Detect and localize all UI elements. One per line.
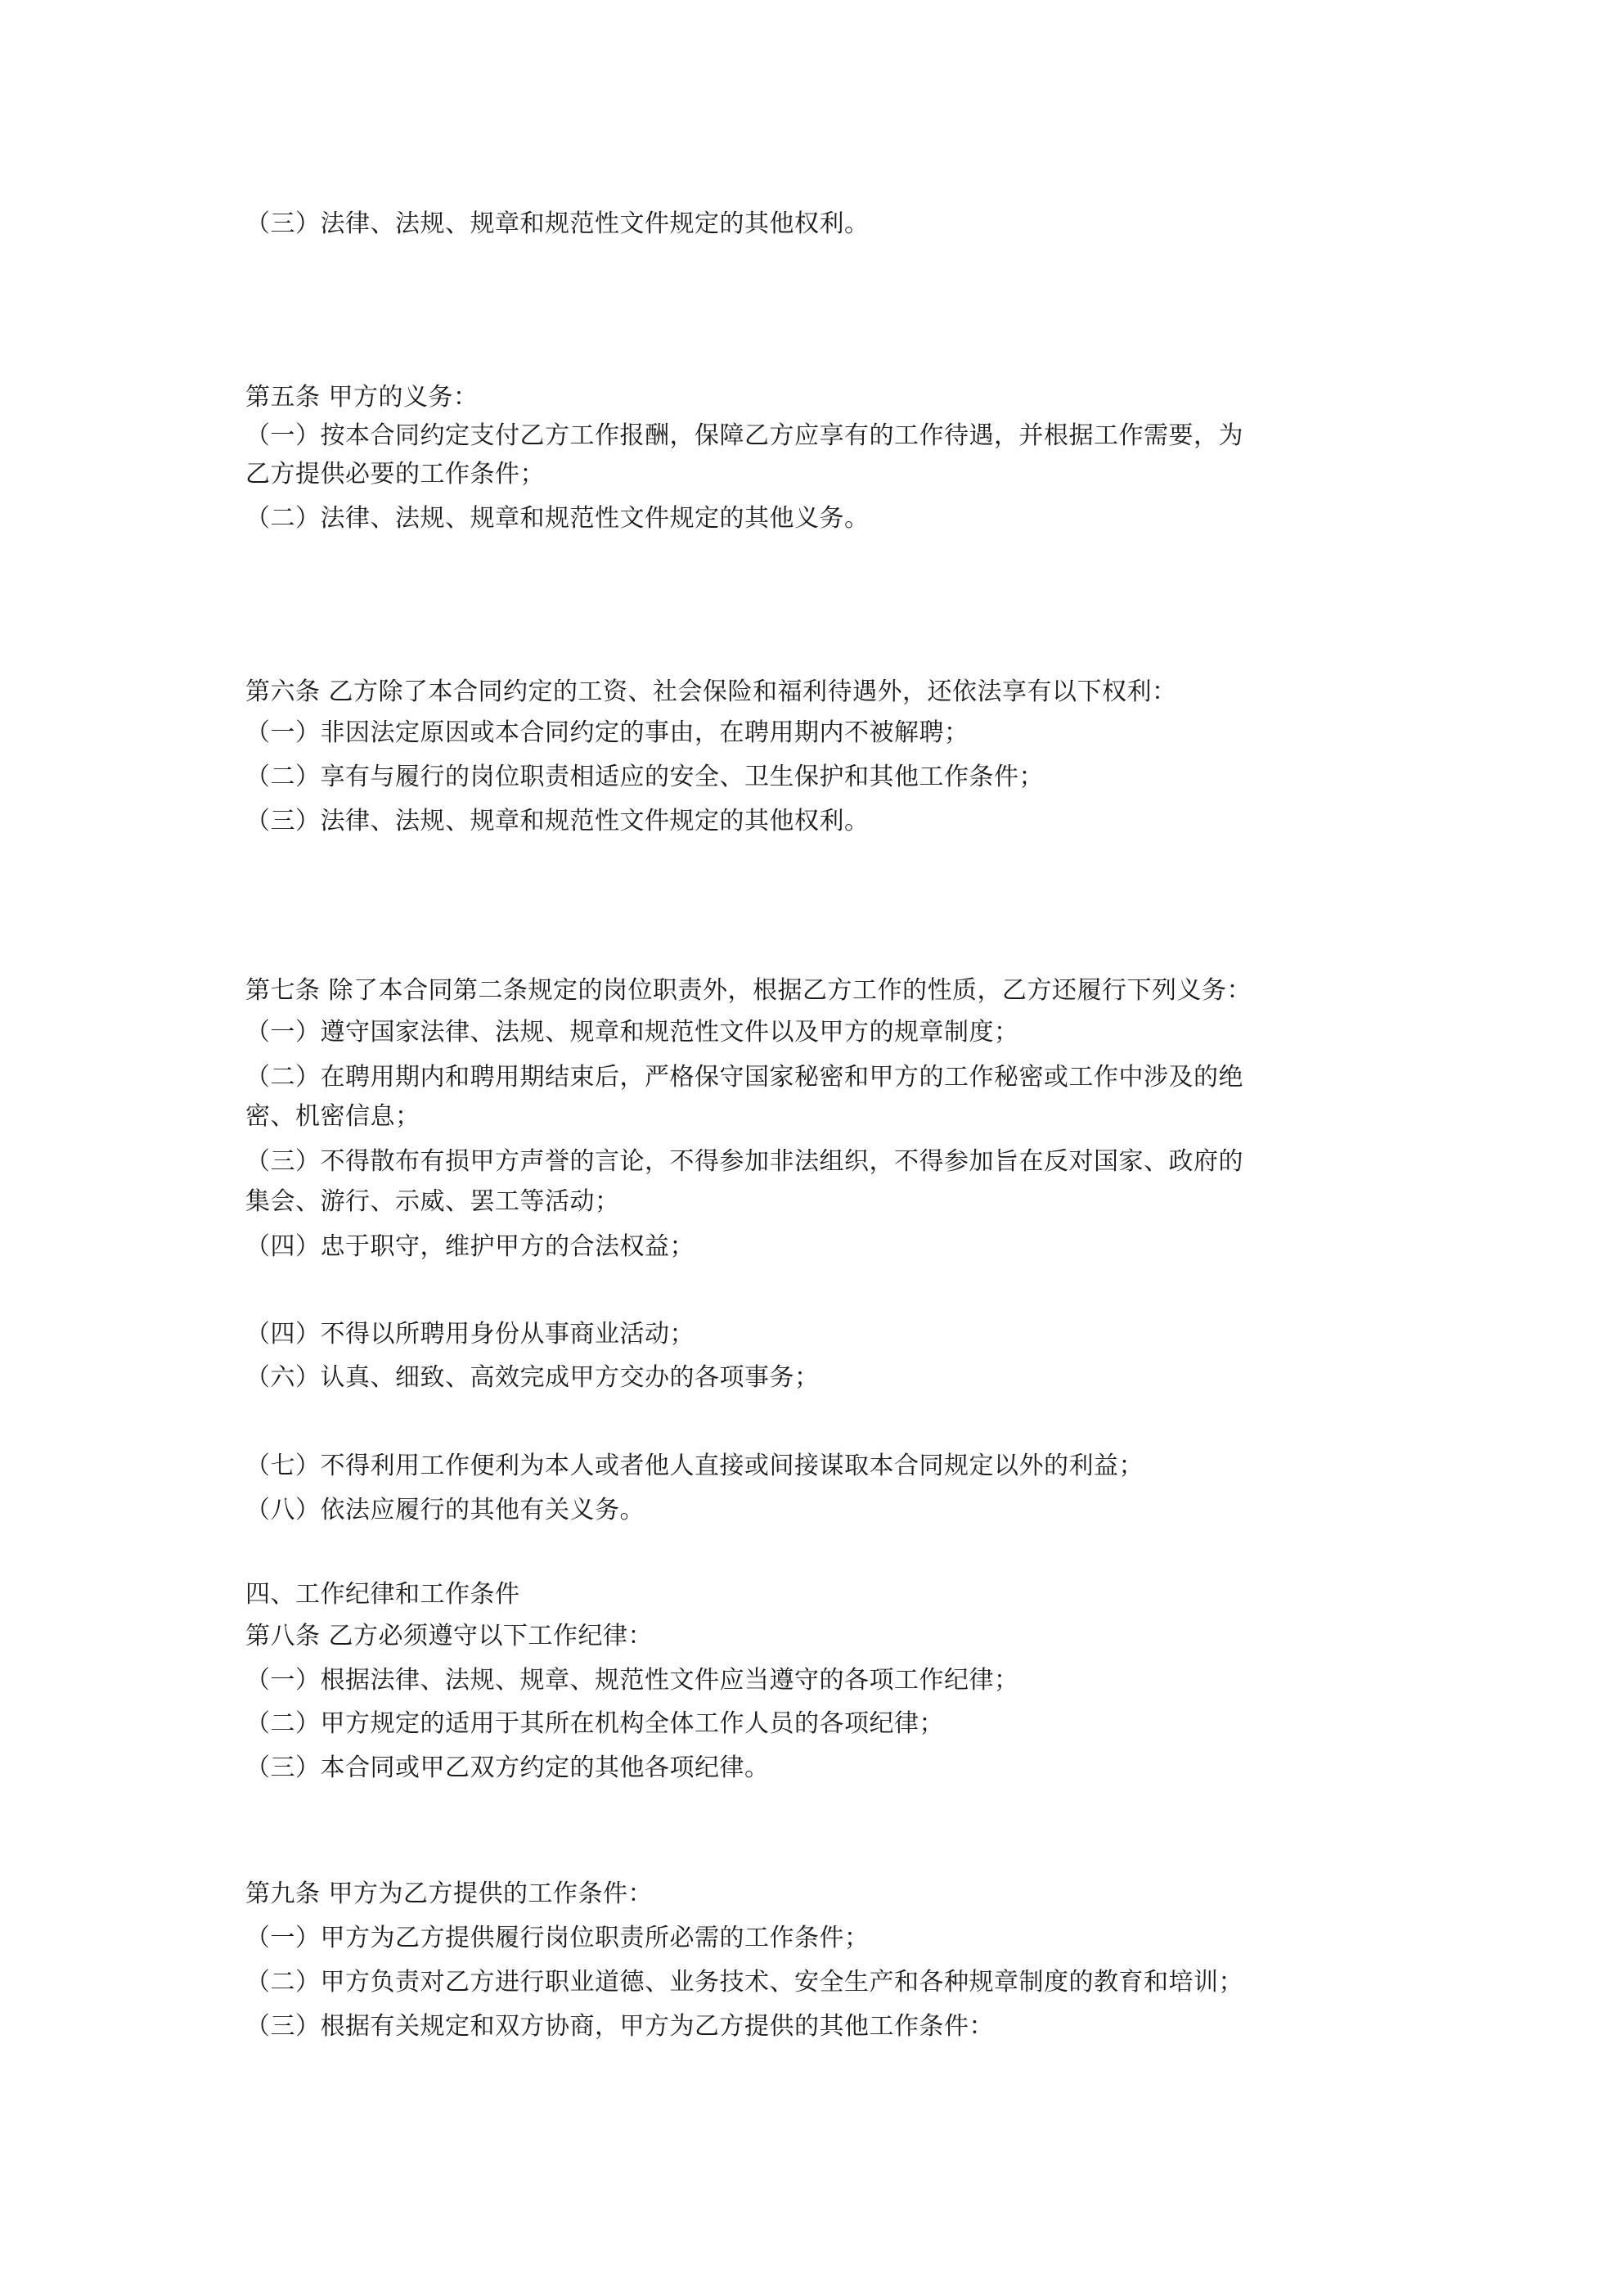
clause-5-item-1: （一）按本合同约定支付乙方工作报酬，保障乙方应享有的工作待遇，并根据工作需要，为 (245, 421, 1243, 450)
clause-5-item-2: （二）法律、法规、规章和规范性文件规定的其他义务。 (245, 504, 870, 533)
clause-6-item-1: （一）非因法定原因或本合同约定的事由，在聘用期内不被解聘； (245, 718, 969, 747)
clause-9-item-3: （三）根据有关规定和双方协商，甲方为乙方提供的其他工作条件： (245, 2012, 994, 2041)
clause-8-item-2: （二）甲方规定的适用于其所在机构全体工作人员的各项纪律； (245, 1709, 944, 1738)
clause-5-item-1-cont: 乙方提供必要的工作条件； (245, 460, 545, 488)
clause-8-heading: 第八条 乙方必须遵守以下工作纪律： (245, 1622, 654, 1650)
clause-7-heading: 第七条 除了本合同第二条规定的岗位职责外，根据乙方工作的性质，乙方还履行下列义务： (245, 976, 1252, 1005)
clause-6-item-3: （三）法律、法规、规章和规范性文件规定的其他权利。 (245, 807, 870, 835)
clause-9-heading: 第九条 甲方为乙方提供的工作条件： (245, 1880, 654, 1908)
clause-7-item-7: （七）不得利用工作便利为本人或者他人直接或间接谋取本合同规定以外的利益； (245, 1452, 1144, 1480)
clause-8-item-3: （三）本合同或甲乙双方约定的其他各项纪律。 (245, 1754, 770, 1782)
clause-7-item-2-cont: 密、机密信息； (245, 1102, 420, 1131)
clause-7-item-1: （一）遵守国家法律、法规、规章和规范性文件以及甲方的规章制度； (245, 1018, 1019, 1047)
clause-7-item-3: （三）不得散布有损甲方声誉的言论，不得参加非法组织，不得参加旨在反对国家、政府的 (245, 1147, 1243, 1176)
clause-7-item-6: （六）认真、细致、高效完成甲方交办的各项事务； (245, 1363, 820, 1392)
clause-7-item-2: （二）在聘用期内和聘用期结束后，严格保守国家秘密和甲方的工作秘密或工作中涉及的绝 (245, 1063, 1243, 1092)
clause-7-item-4: （四）忠于职守，维护甲方的合法权益； (245, 1232, 695, 1261)
clause-8-item-1: （一）根据法律、法规、规章、规范性文件应当遵守的各项工作纪律； (245, 1666, 1019, 1695)
clause-6-item-2: （二）享有与履行的岗位职责相适应的安全、卫生保护和其他工作条件； (245, 763, 1044, 791)
clause-6-heading: 第六条 乙方除了本合同约定的工资、社会保险和福利待遇外，还依法享有以下权利： (245, 678, 1177, 706)
clause-9-item-2: （二）甲方负责对乙方进行职业道德、业务技术、安全生产和各种规章制度的教育和培训； (245, 1968, 1243, 1997)
clause-7-item-3-cont: 集会、游行、示威、罢工等活动； (245, 1187, 620, 1216)
clause-7-item-5: （四）不得以所聘用身份从事商业活动； (245, 1320, 695, 1348)
clause-9-item-1: （一）甲方为乙方提供履行岗位职责所必需的工作条件； (245, 1924, 870, 1952)
section-4-title: 四、工作纪律和工作条件 (245, 1580, 520, 1609)
clause-4-item-3: （三）法律、法规、规章和规范性文件规定的其他权利。 (245, 209, 870, 238)
clause-7-item-8: （八）依法应履行的其他有关义务。 (245, 1496, 645, 1524)
clause-5-heading: 第五条 甲方的义务： (245, 383, 479, 412)
